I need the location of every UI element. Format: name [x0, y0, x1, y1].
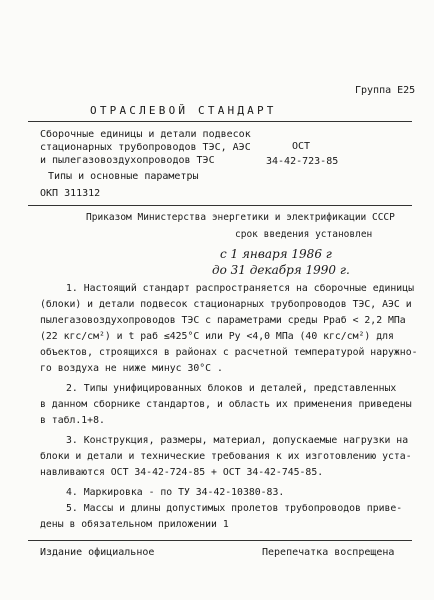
handwritten-date-from: с 1 января 1986 г: [220, 247, 332, 261]
body-line: 5. Массы и длины допустимых пролетов трубопроводов приве-: [66, 503, 403, 514]
ost-label: ОСТ: [292, 141, 311, 152]
body-line: в данном сборнике стандартов, и область их применения приведены: [40, 399, 412, 410]
bottom-rule: [28, 540, 412, 541]
group-code: Группа Е25: [355, 85, 416, 96]
edition-note: Издание официальное: [40, 547, 155, 558]
body-line: 3. Конструкция, размеры, материал, допускаемые нагрузки на: [66, 435, 409, 446]
mid-rule: [28, 205, 412, 206]
body-line: 2. Типы унифицированных блоков и деталей, представленных: [66, 383, 397, 394]
okp-code: ОКП 311312: [40, 188, 101, 199]
document-title-line: стационарных трубопроводов ТЭС, АЭС: [40, 142, 251, 153]
deadline-label: срок введения установлен: [235, 229, 373, 240]
body-line: 4. Маркировка - по ТУ 34-42-10380-83.: [66, 487, 285, 498]
body-line: в табл.1+8.: [40, 415, 105, 426]
order-text: Приказом Министерства энергетики и электрификации СССР: [86, 212, 395, 223]
handwritten-date-to: до 31 декабря 1990 г.: [212, 263, 350, 277]
body-line: 1. Настоящий стандарт распространяется на сборочные единицы: [66, 283, 414, 294]
document-title-line: и пылегазовоздухопроводов ТЭС: [40, 155, 215, 166]
body-line: блоки и детали и технические требования к их изготовлению уста-: [40, 451, 412, 462]
body-line: навливаются ОСТ 34-42-724-85 + ОСТ 34-42-745-85.: [40, 467, 324, 478]
document-subtitle: Типы и основные параметры: [48, 171, 199, 182]
standard-title: ОТРАСЛЕВОЙ СТАНДАРТ: [90, 104, 277, 117]
reprint-note: Перепечатка воспрещена: [262, 547, 395, 558]
ost-number: 34-42-723-85: [266, 156, 339, 167]
body-line: объектов, строящихся в районах с расчетной температурой наружно-: [40, 347, 418, 358]
top-rule: [28, 121, 412, 122]
body-line: пылегазовоздухопроводов ТЭС с параметрами среды Рраб < 2,2 МПа: [40, 315, 406, 326]
body-line: (блоки) и детали подвесок стационарных трубопроводов ТЭС, АЭС и: [40, 299, 412, 310]
body-line: (22 кгс/см²) и t раб ≤425°С или Ру <4,0 МПа (40 кгс/см²) для: [40, 331, 394, 342]
body-line: го воздуха не ниже минус 30°С .: [40, 363, 223, 374]
document-title-line: Сборочные единицы и детали подвесок: [40, 129, 251, 140]
body-line: дены в обязательном приложении 1: [40, 519, 229, 530]
